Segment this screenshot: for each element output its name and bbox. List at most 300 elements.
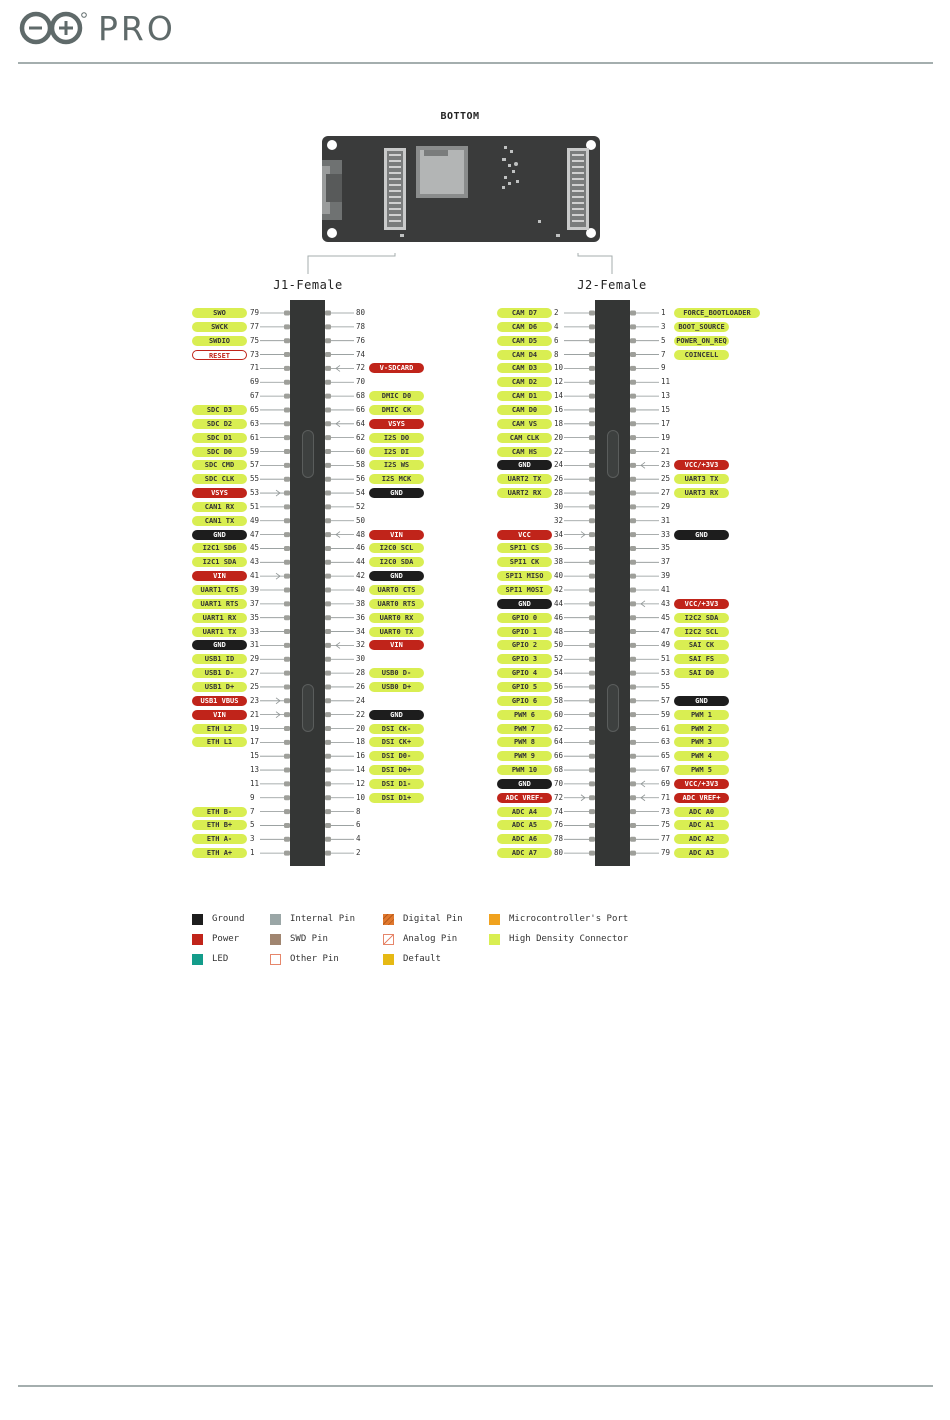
pin-pad	[284, 698, 290, 703]
pin-pad	[325, 588, 331, 593]
pin-number: 17	[661, 418, 671, 428]
pin-label: SPI1 CS	[497, 543, 552, 553]
pin-number: 48	[356, 529, 366, 539]
pin-label: VCC	[497, 530, 552, 540]
pin-label: USB1 D+	[192, 682, 247, 692]
pin-number: 50	[554, 640, 564, 650]
pin-number: 20	[554, 432, 564, 442]
pin-number: 26	[554, 474, 564, 484]
pin-label: V-SDCARD	[369, 363, 424, 373]
pin-number: 74	[554, 806, 564, 816]
pin-number: 4	[554, 321, 559, 331]
pin-number: 30	[356, 654, 366, 664]
pin-number: 45	[250, 543, 260, 553]
pin-label: SDC D0	[192, 447, 247, 457]
pin-number: 63	[250, 418, 260, 428]
pin-pad	[630, 366, 636, 371]
legend-label: LED	[212, 954, 229, 964]
pin-pad	[589, 629, 595, 634]
pin-number: 7	[250, 806, 255, 816]
pin-pad	[325, 768, 331, 773]
pin-pad	[589, 726, 595, 731]
pin-label: I2S DO	[369, 433, 424, 443]
pin-label: GND	[192, 530, 247, 540]
pin-label: ETH L1	[192, 737, 247, 747]
pin-number: 80	[554, 848, 564, 858]
pin-label: PWM 7	[497, 724, 552, 734]
pin-label: USB0 D+	[369, 682, 424, 692]
pin-pad	[630, 435, 636, 440]
pin-label: SPI1 CK	[497, 557, 552, 567]
pin-pad	[589, 823, 595, 828]
pin-label: I2S DI	[369, 447, 424, 457]
pin-label: GPIO 5	[497, 682, 552, 692]
pin-pad	[589, 657, 595, 662]
pin-number: 77	[250, 321, 260, 331]
pin-number: 54	[554, 668, 564, 678]
pin-pad	[325, 754, 331, 759]
pin-pad	[284, 380, 290, 385]
pin-label: GPIO 6	[497, 696, 552, 706]
pin-pad	[284, 518, 290, 523]
pin-number: 9	[250, 792, 255, 802]
pin-pad	[325, 560, 331, 565]
pin-number: 22	[356, 709, 366, 719]
pin-number: 53	[250, 488, 260, 498]
pin-number: 27	[250, 668, 260, 678]
pin-label: CAM D3	[497, 363, 552, 373]
pin-number: 16	[554, 404, 564, 414]
pin-pad	[589, 588, 595, 593]
pin-label: UART0 TX	[369, 627, 424, 637]
pin-number: 30	[554, 501, 564, 511]
pin-pad	[284, 851, 290, 856]
pin-pad	[589, 546, 595, 551]
pin-pad	[325, 657, 331, 662]
pin-label: VCC/+3V3	[674, 599, 729, 609]
pin-pad	[589, 463, 595, 468]
pin-label: DSI D0-	[369, 751, 424, 761]
pin-label: UART1 TX	[192, 627, 247, 637]
pin-pad	[284, 407, 290, 412]
pin-pad	[630, 629, 636, 634]
pin-pad	[325, 781, 331, 786]
pin-pad	[284, 643, 290, 648]
pin-number: 79	[250, 308, 260, 317]
pin-pad	[630, 726, 636, 731]
pin-number: 77	[661, 834, 671, 844]
pin-label: PWM 9	[497, 751, 552, 761]
pin-label: I2S MCK	[369, 474, 424, 484]
pin-pad	[284, 837, 290, 842]
pin-number: 6	[356, 820, 361, 830]
legend-label: Ground	[212, 914, 245, 924]
pin-label: USB0 D-	[369, 668, 424, 678]
pin-pad	[325, 324, 331, 329]
pin-number: 62	[554, 723, 564, 733]
pin-pad	[325, 518, 331, 523]
pin-number: 15	[661, 404, 671, 414]
pin-number: 3	[250, 834, 255, 844]
pin-label: CAM D1	[497, 391, 552, 401]
j1-title: J1-Female	[273, 278, 343, 292]
pin-label: POWER_ON_REQ	[674, 336, 729, 346]
pin-label: UART0 CTS	[369, 585, 424, 595]
pin-number: 24	[356, 695, 366, 705]
pin-number: 71	[250, 363, 260, 373]
pin-number: 8	[356, 806, 361, 816]
pin-label: DMIC CK	[369, 405, 424, 415]
pin-label: PWM 1	[674, 710, 729, 720]
pin-number: 58	[554, 695, 564, 705]
pin-number: 35	[250, 612, 260, 622]
pin-number: 62	[356, 432, 366, 442]
pin-number: 3	[661, 321, 666, 331]
pin-pad	[589, 574, 595, 579]
pin-pad	[589, 352, 595, 357]
pin-label: USB1 ID	[192, 654, 247, 664]
pin-label: PWM 2	[674, 724, 729, 734]
pin-label: I2C0 SCL	[369, 543, 424, 553]
pin-label: VIN	[192, 710, 247, 720]
pin-number: 45	[661, 612, 671, 622]
pin-pad	[325, 407, 331, 412]
pin-label: SAI CK	[674, 640, 729, 650]
pin-pad	[630, 407, 636, 412]
pin-pad	[325, 643, 331, 648]
pin-number: 37	[250, 598, 260, 608]
pin-number: 26	[356, 681, 366, 691]
pin-pad	[630, 421, 636, 426]
pin-label: GPIO 4	[497, 668, 552, 678]
pin-pad	[284, 615, 290, 620]
pin-number: 76	[554, 820, 564, 830]
legend-label: High Density Connector	[509, 934, 629, 944]
pin-number: 54	[356, 488, 366, 498]
pin-number: 56	[356, 474, 366, 484]
pin-number: 28	[356, 668, 366, 678]
pin-number: 40	[554, 571, 564, 581]
pin-pad	[630, 643, 636, 648]
pin-label: SDC CLK	[192, 474, 247, 484]
pin-pad	[589, 532, 595, 537]
pin-pad	[630, 463, 636, 468]
pin-pad	[284, 504, 290, 509]
pin-label: SWCK	[192, 322, 247, 332]
pin-label: DSI CK-	[369, 724, 424, 734]
pin-number: 79	[661, 848, 671, 858]
pin-number: 8	[554, 349, 559, 359]
pin-number: 73	[250, 349, 260, 359]
pin-pad	[284, 809, 290, 814]
pin-number: 10	[356, 792, 366, 802]
pin-number: 34	[554, 529, 564, 539]
pin-label: UART3 RX	[674, 488, 729, 498]
pin-number: 35	[661, 543, 671, 553]
pin-label: PWM 10	[497, 765, 552, 775]
pin-label: UART1 CTS	[192, 585, 247, 595]
pin-number: 75	[661, 820, 671, 830]
pin-number: 56	[554, 681, 564, 691]
pin-number: 74	[356, 349, 366, 359]
pin-number: 67	[661, 765, 671, 775]
pin-number: 71	[661, 792, 671, 802]
pin-number: 33	[661, 529, 671, 539]
pin-label: CAM D2	[497, 377, 552, 387]
pin-number: 70	[554, 778, 564, 788]
pin-number: 36	[356, 612, 366, 622]
pin-pad	[630, 795, 636, 800]
pin-pad	[630, 380, 636, 385]
pin-number: 76	[356, 335, 366, 345]
pin-pad	[325, 726, 331, 731]
pin-number: 73	[661, 806, 671, 816]
pin-pad	[325, 421, 331, 426]
pin-label: USB1 D-	[192, 668, 247, 678]
pin-pad	[284, 532, 290, 537]
pin-label: UART0 RTS	[369, 599, 424, 609]
pin-label: CAN1 TX	[192, 516, 247, 526]
pin-pad	[284, 588, 290, 593]
pin-label: GPIO 2	[497, 640, 552, 650]
pin-pad	[589, 809, 595, 814]
pin-number: 58	[356, 460, 366, 470]
legend-swatch	[383, 954, 394, 965]
pin-number: 65	[661, 751, 671, 761]
legend-label: SWD Pin	[290, 934, 328, 944]
pin-label: COINCELL	[674, 350, 729, 360]
pin-pad	[284, 435, 290, 440]
pin-pad	[325, 740, 331, 745]
pin-label: GND	[674, 530, 729, 540]
pin-number: 72	[356, 363, 366, 373]
pin-number: 52	[356, 501, 366, 511]
pin-label: ETH A+	[192, 848, 247, 858]
pin-label: UART3 TX	[674, 474, 729, 484]
pin-number: 5	[661, 335, 666, 345]
pin-pad	[630, 809, 636, 814]
pin-pad	[284, 657, 290, 662]
pin-label: ETH B+	[192, 820, 247, 830]
pin-number: 66	[554, 751, 564, 761]
pin-number: 42	[554, 585, 564, 594]
pin-pad	[630, 560, 636, 565]
pin-pad	[630, 311, 636, 316]
pin-pad	[589, 421, 595, 426]
pin-label: SWDIO	[192, 336, 247, 346]
pin-label: FORCE_BOOTLOADER	[674, 308, 760, 318]
pin-pad	[589, 407, 595, 412]
legend-label: Other Pin	[290, 954, 339, 964]
pin-pad	[325, 366, 331, 371]
pin-pad	[630, 684, 636, 689]
pin-pad	[589, 781, 595, 786]
pin-number: 43	[661, 598, 671, 608]
pin-label: SWO	[192, 308, 247, 318]
pin-pad	[284, 629, 290, 634]
pin-number: 78	[356, 321, 366, 331]
pin-label: ADC VREF+	[674, 793, 729, 803]
pin-pad	[630, 851, 636, 856]
legend-swatch	[192, 914, 203, 925]
pin-label: CAM D5	[497, 336, 552, 346]
pin-pad	[325, 851, 331, 856]
footer-divider	[18, 1385, 933, 1387]
pin-label: VCC/+3V3	[674, 779, 729, 789]
pin-label: GND	[497, 779, 552, 789]
pin-number: 44	[356, 557, 366, 567]
pin-number: 52	[554, 654, 564, 664]
legend-swatch	[270, 954, 281, 965]
pin-pad	[630, 768, 636, 773]
pin-label: DMIC D0	[369, 391, 424, 401]
pin-number: 60	[356, 446, 366, 456]
pin-pad	[325, 809, 331, 814]
pin-pad	[589, 643, 595, 648]
pin-pad	[589, 449, 595, 454]
pin-number: 68	[554, 765, 564, 775]
pin-number: 18	[554, 418, 564, 428]
pin-number: 19	[250, 723, 260, 733]
pin-number: 27	[661, 488, 671, 498]
pin-number: 63	[661, 737, 671, 747]
pin-number: 21	[661, 446, 671, 456]
j2-title: J2-Female	[577, 278, 647, 292]
pin-number: 49	[250, 515, 260, 525]
pin-label: ADC A6	[497, 834, 552, 844]
pin-number: 11	[661, 377, 671, 387]
pin-pad	[284, 560, 290, 565]
pin-pad	[284, 768, 290, 773]
pin-number: 70	[356, 377, 366, 387]
pin-number: 50	[356, 515, 366, 525]
pin-pad	[630, 601, 636, 606]
pin-pad	[284, 366, 290, 371]
legend-label: Microcontroller's Port	[509, 914, 629, 924]
pin-number: 40	[356, 585, 366, 594]
pin-label: GND	[674, 696, 729, 706]
pin-pad	[325, 823, 331, 828]
pin-pad	[325, 532, 331, 537]
pin-number: 41	[661, 585, 671, 594]
pin-number: 38	[554, 557, 564, 567]
pin-pad	[589, 380, 595, 385]
pin-label: ADC A0	[674, 807, 729, 817]
pin-label: DSI D1-	[369, 779, 424, 789]
pin-number: 57	[661, 695, 671, 705]
pin-pad	[325, 352, 331, 357]
pin-pad	[589, 740, 595, 745]
pin-label: SDC CMD	[192, 460, 247, 470]
pin-number: 31	[661, 515, 671, 525]
pin-number: 61	[661, 723, 671, 733]
pin-number: 28	[554, 488, 564, 498]
pin-number: 46	[356, 543, 366, 553]
pin-label: ADC A4	[497, 807, 552, 817]
pin-number: 69	[250, 377, 260, 387]
pin-number: 67	[250, 391, 260, 401]
pin-pad	[325, 338, 331, 343]
pin-label: GND	[369, 488, 424, 498]
brand-name: PRO	[98, 9, 176, 48]
pin-pad	[325, 394, 331, 399]
pin-label: GND	[497, 460, 552, 470]
pin-number: 68	[356, 391, 366, 401]
pin-pad	[589, 768, 595, 773]
pin-pad	[589, 477, 595, 482]
pin-pad	[589, 754, 595, 759]
pin-label: VIN	[369, 530, 424, 540]
pin-pad	[589, 491, 595, 496]
pin-pad	[630, 491, 636, 496]
pin-number: 64	[356, 418, 366, 428]
legend-swatch	[270, 914, 281, 925]
pin-number: 29	[661, 501, 671, 511]
legend-swatch	[270, 934, 281, 945]
pin-number: 14	[554, 391, 564, 401]
pin-number: 36	[554, 543, 564, 553]
pin-label: ETH B-	[192, 807, 247, 817]
pin-pad	[630, 754, 636, 759]
pin-pad	[589, 795, 595, 800]
legend-label: Analog Pin	[403, 934, 458, 944]
pin-label: CAN1 RX	[192, 502, 247, 512]
pin-label: CAM HS	[497, 447, 552, 457]
pin-pad	[325, 795, 331, 800]
pin-pad	[630, 712, 636, 717]
pin-number: 44	[554, 598, 564, 608]
pin-number: 6	[554, 335, 559, 345]
pin-pad	[630, 394, 636, 399]
legend-swatch	[192, 954, 203, 965]
pin-pad	[630, 837, 636, 842]
pin-number: 39	[250, 585, 260, 594]
pin-pad	[284, 726, 290, 731]
pin-pad	[325, 629, 331, 634]
pin-number: 72	[554, 792, 564, 802]
pin-pad	[284, 324, 290, 329]
pin-number: 25	[250, 681, 260, 691]
pin-pad	[630, 532, 636, 537]
pin-number: 51	[661, 654, 671, 664]
pin-pad	[284, 449, 290, 454]
pin-label: UART2 TX	[497, 474, 552, 484]
pin-label: SAI FS	[674, 654, 729, 664]
pin-number: 47	[250, 529, 260, 539]
pin-pad	[589, 684, 595, 689]
pin-pad	[630, 615, 636, 620]
pin-number: 46	[554, 612, 564, 622]
pin-number: 20	[356, 723, 366, 733]
pin-label: VSYS	[369, 419, 424, 429]
pin-label: SPI1 MISO	[497, 571, 552, 581]
pin-number: 42	[356, 571, 366, 581]
pin-number: 48	[554, 626, 564, 636]
pin-number: 59	[661, 709, 671, 719]
pin-number: 13	[661, 391, 671, 401]
pin-number: 33	[250, 626, 260, 636]
pin-pad	[589, 435, 595, 440]
pin-label: DSI CK+	[369, 737, 424, 747]
pin-label: SAI D0	[674, 668, 729, 678]
pin-label: GPIO 3	[497, 654, 552, 664]
pin-label: ADC VREF-	[497, 793, 552, 803]
pin-label: ADC A2	[674, 834, 729, 844]
legend	[0, 910, 950, 980]
pin-label: PWM 4	[674, 751, 729, 761]
pin-pad	[589, 560, 595, 565]
pin-number: 32	[356, 640, 366, 650]
